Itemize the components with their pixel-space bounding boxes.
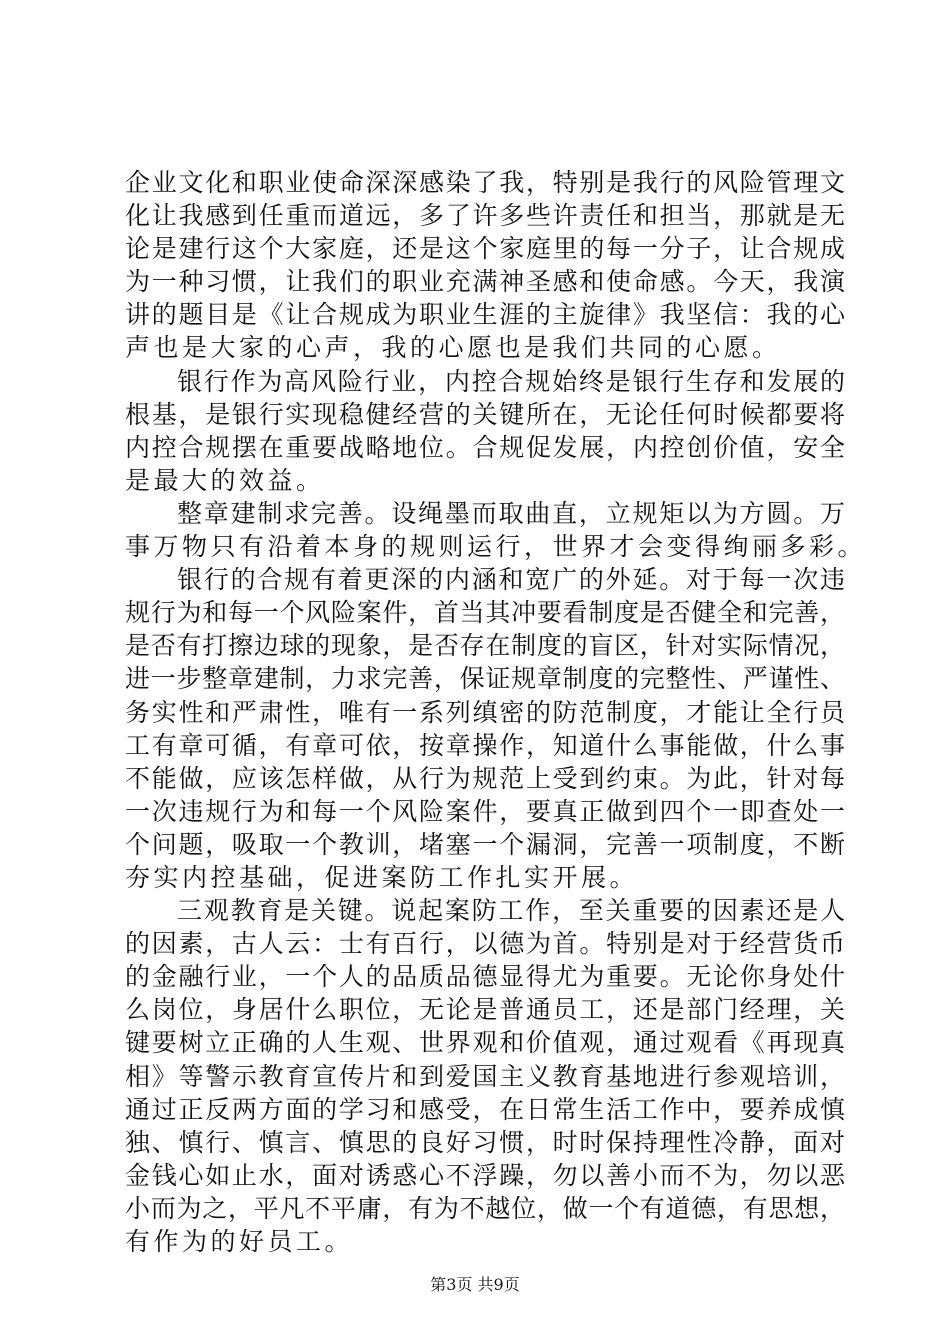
text-line: 企业文化和职业使命深深感染了我，特别是我行的风险管理文: [125, 168, 845, 197]
text-line: 金钱心如止水，面对诱惑心不浮躁，勿以善小而不为，勿以恶: [125, 1160, 845, 1190]
text-line: 的金融行业，一个人的品质品德显得尤为重要。无论你身处什: [125, 962, 845, 992]
text-line: 事万物只有沿着本身的规则运行，世界才会变得绚丽多彩。: [125, 532, 867, 562]
text-line: 通过正反两方面的学习和感受，在日常生活工作中，要养成慎: [125, 1094, 845, 1124]
page-footer: 第3页 共9页: [430, 1275, 520, 1294]
body-text: [125, 166, 867, 1258]
text-line: 银行的合规有着更深的内涵和宽广的外延。对于每一次违: [177, 565, 845, 595]
text-line: 是最大的效益。: [125, 465, 325, 495]
text-line: 夯实内控基础，促进案防工作扎实开展。: [125, 862, 639, 892]
text-line: 键要树立正确的人生观、世界观和价值观，通过观看《再现真: [125, 1028, 845, 1058]
text-line: 整章建制求完善。设绳墨而取曲直，立规矩以为方圆。万: [177, 498, 845, 528]
text-line: 进一步整章建制，力求完善，保证规章制度的完整性、严谨性、: [125, 664, 845, 694]
text-line: 个问题，吸取一个教训，堵塞一个漏洞，完善一项制度，不断: [125, 829, 845, 859]
text-line: 为一种习惯，让我们的职业充满神圣感和使命感。今天，我演: [125, 267, 845, 297]
text-line: 相》等警示教育宣传片和到爱国主义教育基地进行参观培训，: [125, 1061, 845, 1091]
text-line: 声也是大家的心声，我的心愿也是我们共同的心愿。: [125, 333, 781, 363]
text-line: 根基，是银行实现稳健经营的关键所在，无论任何时候都要将: [125, 399, 845, 429]
text-line: 么岗位，身居什么职位，无论是普通员工，还是部门经理，关: [125, 995, 845, 1025]
text-line: 有作为的好员工。: [125, 1227, 354, 1256]
text-line: 工有章可循，有章可依，按章操作，知道什么事能做，什么事: [125, 730, 845, 760]
text-line: 独、慎行、慎言、慎思的良好习惯，时时保持理性冷静，面对: [125, 1127, 845, 1157]
text-line: 规行为和每一个风险案件，首当其冲要看制度是否健全和完善，: [125, 598, 845, 628]
text-line: 小而为之，平凡不平庸，有为不越位，做一个有道德，有思想，: [125, 1193, 845, 1223]
text-line: 讲的题目是《让合规成为职业生涯的主旋律》我坚信：我的心: [125, 300, 845, 330]
text-line: 论是建行这个大家庭，还是这个家庭里的每一分子，让合规成: [125, 234, 845, 264]
text-line: 一次违规行为和每一个风险案件，要真正做到四个一即查处一: [125, 796, 845, 826]
text-line: 三观教育是关键。说起案防工作，至关重要的因素还是人: [177, 896, 845, 926]
text-line: 务实性和严肃性，唯有一系列缜密的防范制度，才能让全行员: [125, 697, 845, 727]
text-line: 是否有打擦边球的现象，是否存在制度的盲区，针对实际情况，: [125, 631, 845, 661]
text-line: 不能做，应该怎样做，从行为规范上受到约束。为此，针对每: [125, 763, 845, 793]
text-line: 的因素，古人云：士有百行，以德为首。特别是对于经营货币: [125, 929, 845, 959]
text-line: 银行作为高风险行业，内控合规始终是银行生存和发展的: [177, 366, 845, 396]
text-line: 内控合规摆在重要战略地位。合规促发展，内控创价值，安全: [125, 432, 845, 462]
text-line: 化让我感到任重而道远，多了许多些许责任和担当，那就是无: [125, 201, 845, 231]
